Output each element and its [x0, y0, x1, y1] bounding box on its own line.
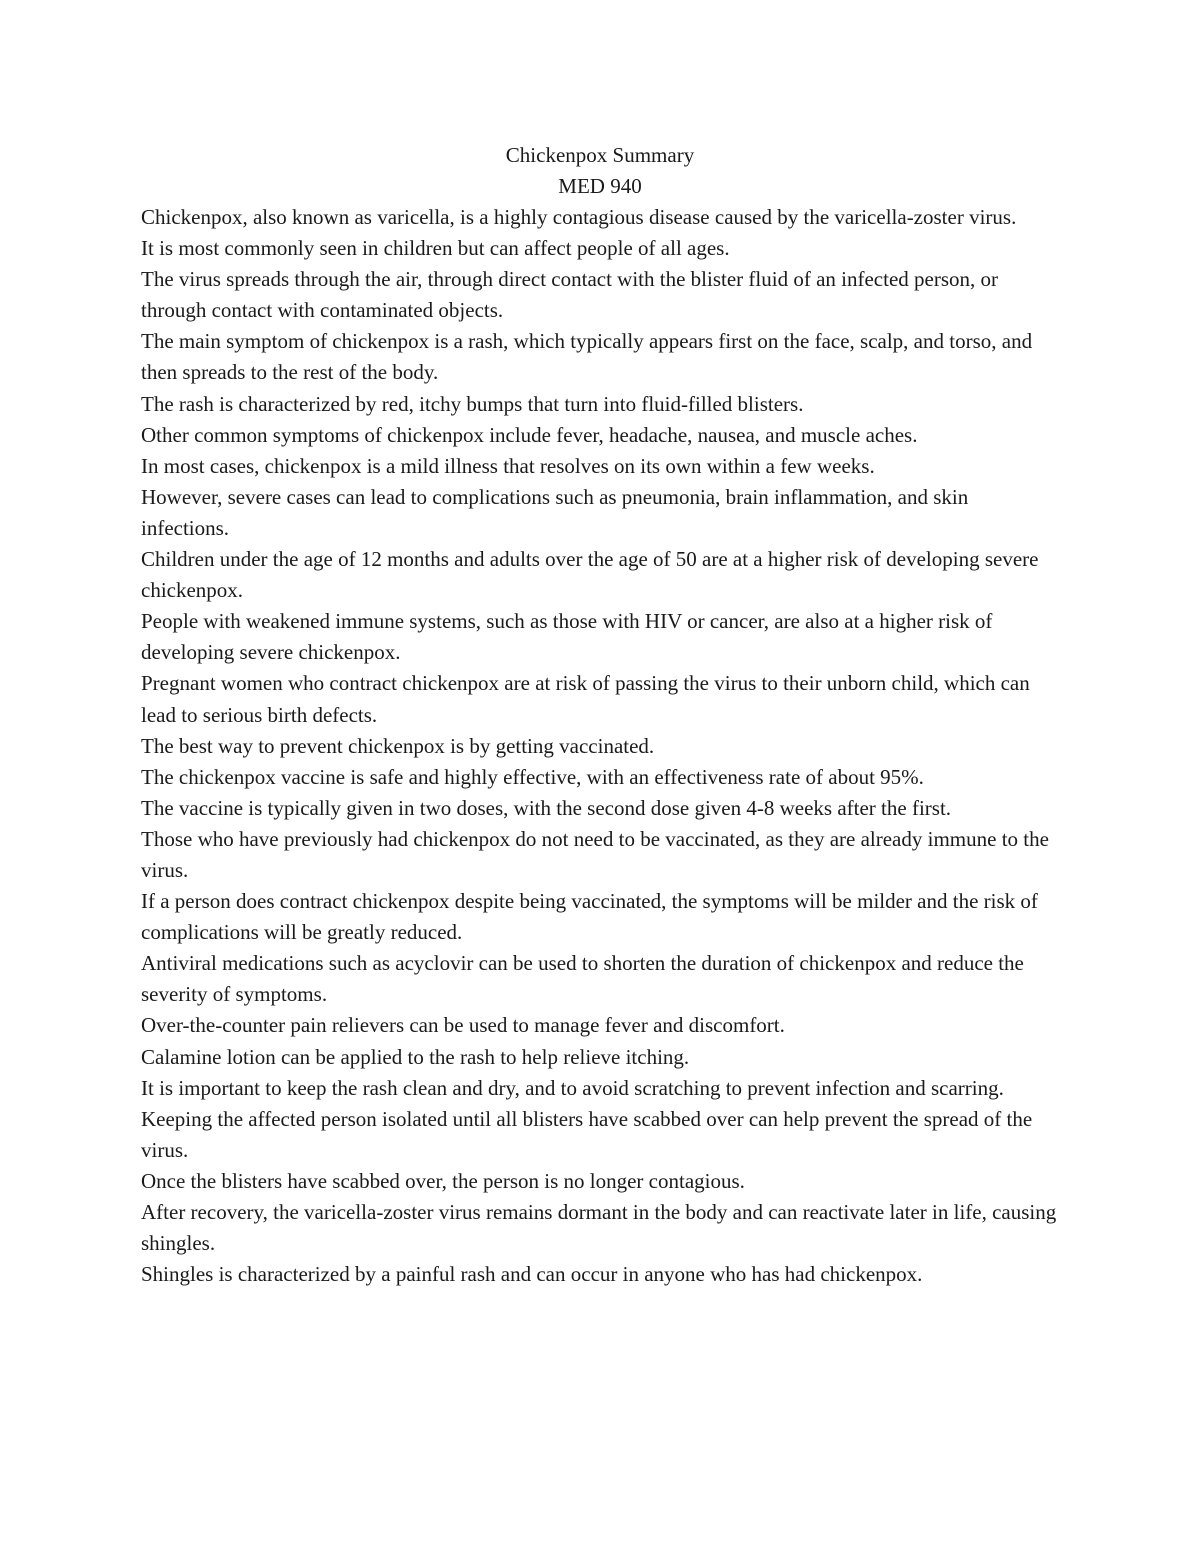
paragraph: The virus spreads through the air, through direct contact with the blister fluid of an infected person, or through contact with contaminated objects.: [141, 267, 998, 323]
paragraph: Pregnant women who contract chickenpox are at risk of passing the virus to their unborn child, which can lead to serious birth defects.: [141, 671, 1030, 727]
document-body: [141, 202, 1061, 1290]
paragraph: Chickenpox, also known as varicella, is a highly contagious disease caused by the varicella-zoster virus.: [141, 205, 1017, 229]
paragraph: It is most commonly seen in children but can affect people of all ages.: [141, 236, 730, 261]
paragraph: It is important to keep the rash clean and dry, and to avoid scratching to prevent infection and scarring.: [141, 1075, 1004, 1100]
paragraph: Once the blisters have scabbed over, the person is no longer contagious.: [141, 1168, 745, 1193]
course-code: MED 940: [558, 174, 642, 198]
paragraph: If a person does contract chickenpox despite being vaccinated, the symptoms will be milder and the risk of complications will be greatly reduced.: [141, 889, 1038, 945]
paragraph: Antiviral medications such as acyclovir can be used to shorten the duration of chickenpox and reduce the severity of symptoms.: [141, 951, 1024, 1007]
paragraph: After recovery, the varicella-zoster virus remains dormant in the body and can reactivate later in life, causing shingles.: [141, 1200, 1057, 1256]
document-title: Chickenpox Summary: [505, 143, 695, 167]
paragraph: In most cases, chickenpox is a mild illness that resolves on its own within a few weeks.: [141, 453, 875, 478]
paragraph: Calamine lotion can be applied to the rash to help relieve itching.: [141, 1044, 690, 1069]
paragraph: People with weakened immune systems, such as those with HIV or cancer, are also at a higher risk of developing severe chickenpox.: [141, 609, 993, 665]
paragraph: The chickenpox vaccine is safe and highly effective, with an effectiveness rate of about 95%.: [141, 764, 924, 789]
paragraph: The main symptom of chickenpox is a rash, which typically appears first on the face, scalp, and torso, and then spreads to the rest of the body.: [141, 329, 1033, 385]
paragraph: The rash is characterized by red, itchy bumps that turn into fluid-filled blisters.: [141, 391, 804, 416]
paragraph: Other common symptoms of chickenpox include fever, headache, nausea, and muscle aches.: [141, 422, 918, 447]
paragraph: Shingles is characterized by a painful rash and can occur in anyone who has had chickenpox.: [141, 1262, 923, 1287]
paragraph: The vaccine is typically given in two doses, with the second dose given 4-8 weeks after the first.: [141, 795, 952, 820]
paragraph: Over-the-counter pain relievers can be used to manage fever and discomfort.: [141, 1013, 785, 1038]
document-page: [141, 140, 1061, 1290]
document-header: [0, 140, 1200, 202]
paragraph: The best way to prevent chickenpox is by getting vaccinated.: [141, 733, 655, 758]
paragraph: Keeping the affected person isolated until all blisters have scabbed over can help prevent the spread of the virus.: [141, 1106, 1033, 1162]
paragraph: Children under the age of 12 months and adults over the age of 50 are at a higher risk of developing severe chickenpox.: [141, 547, 1039, 603]
paragraph: Those who have previously had chickenpox do not need to be vaccinated, as they are already immune to the virus.: [141, 826, 1049, 882]
paragraph: However, severe cases can lead to complications such as pneumonia, brain inflammation, and skin infections.: [141, 484, 969, 540]
